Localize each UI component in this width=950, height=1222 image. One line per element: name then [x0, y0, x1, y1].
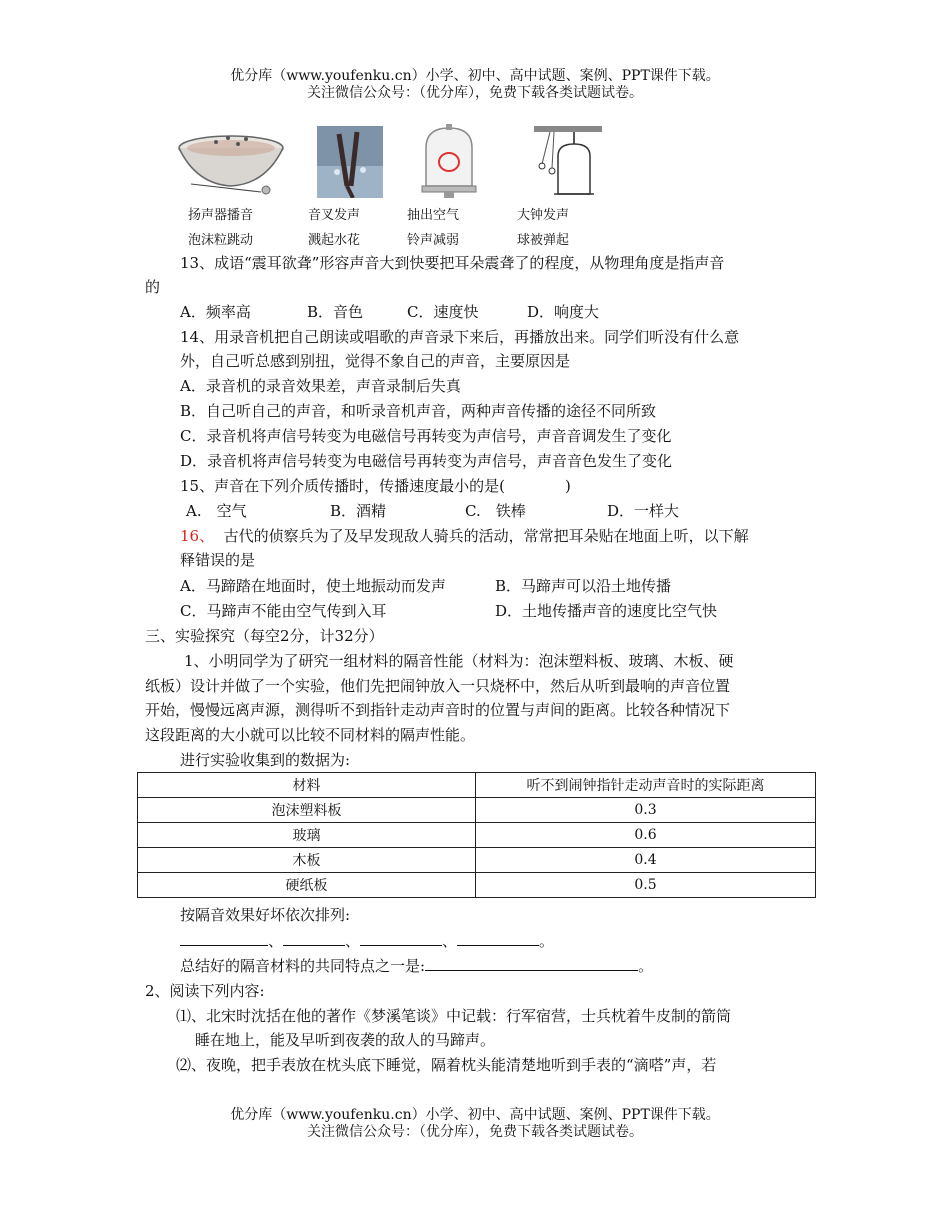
q16-stem: [180, 525, 749, 547]
figure-caption: 铃声减弱: [407, 233, 460, 248]
period: 。: [539, 932, 555, 950]
table-row: [138, 798, 816, 823]
q16-option-b: B．马蹄声可以沿土地传播: [495, 577, 672, 595]
q16-stem-cont: 释错误的是: [180, 551, 256, 569]
table-row: [138, 823, 816, 848]
bell-jar-figure: [418, 124, 480, 198]
q15-option-d: D．一样大: [607, 502, 680, 520]
separator: 、: [268, 932, 284, 950]
q13-option-d: D．响度大: [527, 303, 600, 321]
order-prompt: 按隔音效果好坏依次排列:: [180, 906, 351, 924]
q16-stem-text: 古代的侦察兵为了及早发现敌人骑兵的活动，常常把耳朵贴在地面上听，以下解: [223, 527, 749, 545]
table-row: [138, 848, 816, 873]
figure-caption: 音叉发声: [308, 208, 361, 223]
table-row: [138, 873, 816, 898]
experiment-paragraph: 纸板）设计并做了一个实验，他们先把闹钟放入一只烧杯中，然后从听到最响的声音位置: [145, 677, 731, 695]
q16-option-a: A．马蹄踏在地面时，使土地振动而发声: [180, 577, 446, 595]
q14-stem-cont: 外，自己听总感到别扭，觉得不象自己的声音，主要原因是: [180, 352, 571, 370]
q14-option-c: C．录音机将声信号转变为电磁信号再转变为声信号，声音音调发生了变化: [180, 427, 672, 445]
table-cell: 泡沫塑料板: [138, 798, 476, 823]
footer-line-1: 优分库（www.youfenku.cn）小学、初中、高中试题、案例、PPT课件下载。: [230, 1107, 720, 1123]
reading-item-2: ⑵、夜晚，把手表放在枕头底下睡觉，隔着枕头能清楚地听到手表的“滴嗒”声，若: [176, 1056, 717, 1074]
table-header: 听不到闹钟指针走动声音时的实际距离: [476, 773, 816, 798]
q13-stem: 13、成语“震耳欲聋”形容声音大到快要把耳朵震聋了的程度，从物理角度是指声音: [180, 254, 725, 272]
q16-option-c: C．马蹄声不能由空气传到入耳: [180, 602, 387, 620]
experiment-paragraph: 这段距离的大小就可以比较不同材料的隔声性能。: [145, 726, 476, 744]
table-cell: 0.5: [476, 873, 816, 898]
speaker-bowl-figure: [176, 124, 286, 196]
q13-option-b: B．音色: [307, 303, 364, 321]
big-bell-figure: [526, 124, 604, 198]
separator: 、: [345, 932, 361, 950]
q16-number: 16、: [180, 527, 215, 545]
q14-option-d: D．录音机将声信号转变为电磁信号再转变为声信号，声音音色发生了变化: [180, 452, 673, 470]
q14-stem: 14、用录音机把自己朗读或唱歌的声音录下来后，再播放出来。同学们听没有什么意: [180, 328, 740, 346]
answer-blank[interactable]: [283, 931, 345, 946]
footer-line-2: 关注微信公众号：（优分库），免费下载各类试题试卷。: [307, 1124, 643, 1140]
q15-stem: 15、声音在下列介质传播时，传播速度最小的是( ): [180, 477, 571, 495]
q2-title: 2、阅读下列内容:: [145, 982, 265, 1000]
separator: 、: [442, 932, 458, 950]
section-title: 三、实验探究（每空2分，计32分）: [145, 627, 384, 645]
answer-blank[interactable]: [457, 931, 539, 946]
reading-item-1: ⑴、北宋时沈括在他的著作《梦溪笔谈》中记载：行军宿营，士兵枕着牛皮制的箭筒: [176, 1007, 732, 1025]
header-line-1: 优分库（www.youfenku.cn）小学、初中、高中试题、案例、PPT课件下载。: [230, 68, 720, 84]
answer-blank[interactable]: [425, 956, 638, 971]
figure-caption: 大钟发声: [517, 208, 570, 223]
header-line-2: 关注微信公众号：（优分库），免费下载各类试题试卷。: [307, 85, 643, 101]
q15-option-b: B．酒精: [330, 502, 387, 520]
figure-caption: 扬声器播音: [188, 208, 254, 223]
q14-option-a: A．录音机的录音效果差，声音录制后失真: [180, 377, 461, 395]
table-cell: 木板: [138, 848, 476, 873]
q13-option-a: A．频率高: [180, 303, 251, 321]
summary-line: [180, 955, 653, 977]
answer-blank[interactable]: [180, 931, 268, 946]
table-cell: 硬纸板: [138, 873, 476, 898]
reading-item-1-cont: 睡在地上，能及早听到夜袭的敌人的马蹄声。: [195, 1031, 496, 1049]
q13-stem-cont: 的: [145, 278, 161, 296]
q15-option-c: C. 铁棒: [465, 502, 526, 520]
q15-option-a: A. 空气: [186, 502, 247, 520]
table-cell: 0.6: [476, 823, 816, 848]
q14-option-b: B．自己听自己的声音，和听录音机声音，两种声音传播的途径不同所致: [180, 402, 657, 420]
order-answer-line: [180, 930, 554, 952]
table-cell: 玻璃: [138, 823, 476, 848]
table-cell: 0.3: [476, 798, 816, 823]
figure-caption: 泡沫粒跳动: [188, 233, 254, 248]
answer-blank[interactable]: [360, 931, 442, 946]
figure-caption: 溅起水花: [308, 233, 361, 248]
figure-caption: 抽出空气: [407, 208, 460, 223]
q13-option-c: C．速度快: [407, 303, 479, 321]
q16-option-d: D．土地传播声音的速度比空气快: [495, 602, 718, 620]
experiment-paragraph: 开始，慢慢远离声源，测得听不到指针走动声音时的位置与声间的距离。比较各种情况下: [145, 701, 731, 719]
data-intro: 进行实验收集到的数据为:: [180, 751, 351, 769]
table-cell: 0.4: [476, 848, 816, 873]
table-header-row: [138, 773, 816, 798]
table-header: 材料: [138, 773, 476, 798]
figure-caption: 球被弹起: [517, 233, 570, 248]
tuning-fork-figure: [317, 126, 383, 198]
data-table: [137, 772, 816, 898]
summary-prompt: 总结好的隔音材料的共同特点之一是:: [180, 957, 426, 975]
period: 。: [638, 957, 654, 975]
experiment-paragraph: 1、小明同学为了研究一组材料的隔音性能（材料为：泡沫塑料板、玻璃、木板、硬: [184, 652, 734, 670]
